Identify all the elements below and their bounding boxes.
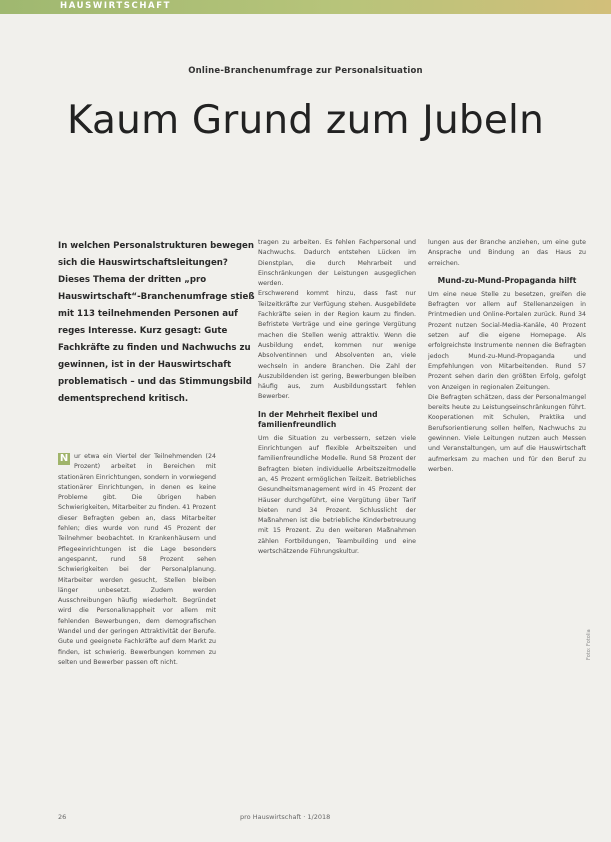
article-column-1 — [58, 452, 216, 668]
column-2-paragraph-2: Erschwerend kommt hinzu, dass fast nur Teilzeitkräfte zur Verfügung stehen. Ausgebildete Fachkräfte seien in der Region kaum zu finden. Befristete Verträge und eine geringe Vergütung machen die Stellen wenig attraktiv. Wenn die Ausbildung endet, kommen nur wenige Absolventinnen und Absolventen an, viele wechseln in andere Branchen. Die Zahl der Auszubildenden ist gering, Bewerbungen bleiben häufig aus, zum Ausbildungsstart fehlen Bewerber. — [258, 290, 416, 401]
column-3-paragraph-3: Die Befragten schätzen, dass der Personalmangel bereits heute zu Leistungseinschränkungen führt. Kooperationen mit Schulen, Praktika und Berufsorientierung sollen helfen, Nachwuchs zu gewinnen. Viele Leitungen nutzen auch Messen und Veranstaltungen, um auf die Hauswirtschaft aufmerksam zu machen und für den Beruf zu werben. — [428, 393, 586, 473]
article-headline: Kaum Grund zum Jubeln — [66, 98, 545, 143]
article-column-3 — [428, 238, 586, 475]
section-header-bar — [0, 0, 611, 14]
subheading-mund-zu-mund: Mund-zu-Mund-Propaganda hilft — [437, 275, 577, 285]
column-2-paragraph-3: Um die Situation zu verbessern, setzen viele Einrichtungen auf flexible Arbeitszeiten und familienfreundliche Modelle. Rund 58 Prozent der Befragten bieten individuelle Arbeitszeitmodelle an, 45 Prozent ermöglichen Teilzeit. Betriebliches Gesundheitsmanagement wird in 45 Prozent der Häuser durchgeführt, eine Vergütung über Tarif bieten rund 34 Prozent. Schlusslicht der Maßnahmen ist die betriebliche Kinderbetreuung mit 15 Prozent. Zu den weiteren Maßnahmen zählen Fortbildungen, Teambuilding und eine wertschätzende Führungskultur. — [258, 434, 416, 556]
column-3-paragraph-1: lungen aus der Branche anziehen, um eine gute Ansprache und Bindung an das Haus zu erreichen. — [428, 239, 586, 267]
subheading-flexibel: In der Mehrheit flexibel und familienfreundlich — [258, 409, 378, 429]
column-3-paragraph-2: Um eine neue Stelle zu besetzen, greifen die Befragten vor allem auf Stellenanzeigen in Printmedien und Online-Portalen zurück. Rund 34 Prozent nutzen Social-Media-Kanäle, 40 Prozent setzen auf die eigene Homepage. Als erfolgreichste Instrumente nennen die Befragten jedoch Mund-zu-Mund-Propaganda und Empfehlungen von Mitarbeitenden. Rund 57 Prozent sehen darin den größten Erfolg, gefolgt von Anzeigen in regionalen Zeitungen. — [428, 290, 586, 391]
column-1-text: ur etwa ein Viertel der Teilnehmenden (24 Prozent) arbeitet in Bereichen mit stationären Einrichtungen, sondern in vorwiegend stationärer Einrichtungen, in denen es keine Probleme gibt. Die übrigen haben Schwierigkeiten, Mitarbeiter zu finden. 41 Prozent dieser Befragten geben an, dass Mitarbeiter fehlen; dies wurde von rund 45 Prozent der Teilnehmer beobachtet. In Krankenhäusern und Pflegeeinrichtungen ist die Lage besonders angespannt, rund 58 Prozent sehen Schwierigkeiten bei der Personalplanung. Mitarbeiter werden gesucht, Stellen bleiben länger unbesetzt. Zudem werden Ausschreibungen häufig wiederholt. Begründet wird die Personalknappheit vor allem mit fehlenden Bewerbungen, dem demografischen Wandel und der geringen Attraktivität der Berufe. Gute und geeignete Fachkräfte auf dem Markt zu finden, ist schwierig. Bewerbungen kommen zu selten und Bewerber passen oft nicht. — [58, 453, 216, 666]
footer-source: pro Hauswirtschaft · 1/2018 — [240, 813, 331, 821]
photo-credit: Foto: Fotolia — [586, 629, 592, 660]
column-2-paragraph-1: tragen zu arbeiten. Es fehlen Fachpersonal und Nachwuchs. Dadurch entstehen Lücken im Dienstplan, die durch Mehrarbeit und Einschränkungen der Leistungen ausgeglichen werden. — [258, 239, 416, 288]
article-column-2 — [258, 238, 416, 557]
page-number: 26 — [58, 813, 67, 821]
page-footer — [0, 813, 611, 827]
drop-cap: N — [59, 453, 69, 464]
section-label: HAUSWIRTSCHAFT — [60, 1, 172, 11]
article-kicker: Online-Branchenumfrage zur Personalsituation — [188, 66, 423, 76]
article-lead: In welchen Personalstrukturen bewegen sich die Hauswirtschaftsleitungen? Dieses Thema der dritten „pro Hauswirtschaft“-Branchenumfrage stieß mit 113 teilnehmenden Personen auf reges Interesse. Kurz gesagt: Gute Fachkräfte zu finden und Nachwuchs zu gewinnen, ist in der Hauswirtschaft problematisch – und das Stimmungsbild dementsprechend kritisch. — [58, 241, 255, 404]
